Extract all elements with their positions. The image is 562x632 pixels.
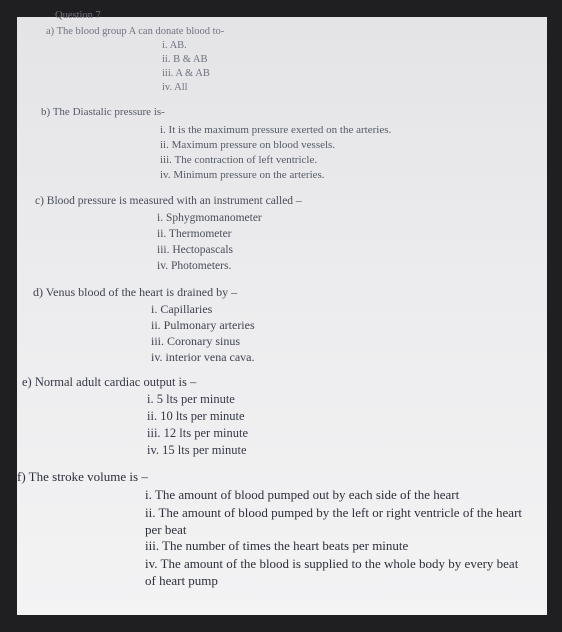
option: iv. All	[162, 82, 188, 93]
option: iii. The contraction of left ventricle.	[160, 154, 318, 166]
option: i. AB.	[162, 40, 187, 51]
option: ii. B & AB	[162, 54, 208, 65]
question-stem: a) The blood group A can donate blood to-	[46, 26, 225, 37]
question-stem: e) Normal adult cardiac output is –	[22, 375, 197, 389]
option: i. 5 lts per minute	[147, 392, 235, 406]
option: ii. Maximum pressure on blood vessels.	[160, 139, 336, 151]
option: i. Sphygmomanometer	[157, 212, 262, 224]
option: i. It is the maximum pressure exerted on the arteries.	[160, 124, 392, 136]
option: ii. The amount of blood pumped by the left or right ventricle of the heart per beat	[145, 505, 523, 537]
option: ii. Pulmonary arteries	[151, 318, 255, 332]
question-stem: f) The stroke volume is –	[17, 469, 148, 484]
option: iii. Hectopascals	[157, 244, 234, 256]
option: ii. 10 lts per minute	[147, 409, 245, 423]
cut-off-header: Question 7	[55, 10, 101, 21]
question-sheet	[17, 10, 547, 615]
option: iv. Minimum pressure on the arteries.	[160, 169, 325, 181]
option: iii. Coronary sinus	[151, 334, 240, 348]
question-stem: c) Blood pressure is measured with an instrument called –	[35, 195, 302, 207]
option: iii. The number of times the heart beats per minute	[145, 538, 409, 553]
option: i. The amount of blood pumped out by each side of the heart	[145, 487, 460, 502]
question-stem: d) Venus blood of the heart is drained by –	[33, 285, 238, 299]
option: iii. 12 lts per minute	[147, 426, 249, 440]
option: i. Capillaries	[151, 302, 213, 316]
option: iv. interior vena cava.	[151, 350, 255, 364]
question-stem: b) The Diastalic pressure is-	[41, 106, 165, 118]
option: iv. Photometers.	[157, 260, 232, 272]
option: iv. The amount of the blood is supplied to the whole body by every beat of heart pump	[145, 556, 519, 588]
option: ii. Thermometer	[157, 228, 232, 240]
option: iv. 15 lts per minute	[147, 443, 247, 457]
option: iii. A & AB	[162, 68, 210, 79]
